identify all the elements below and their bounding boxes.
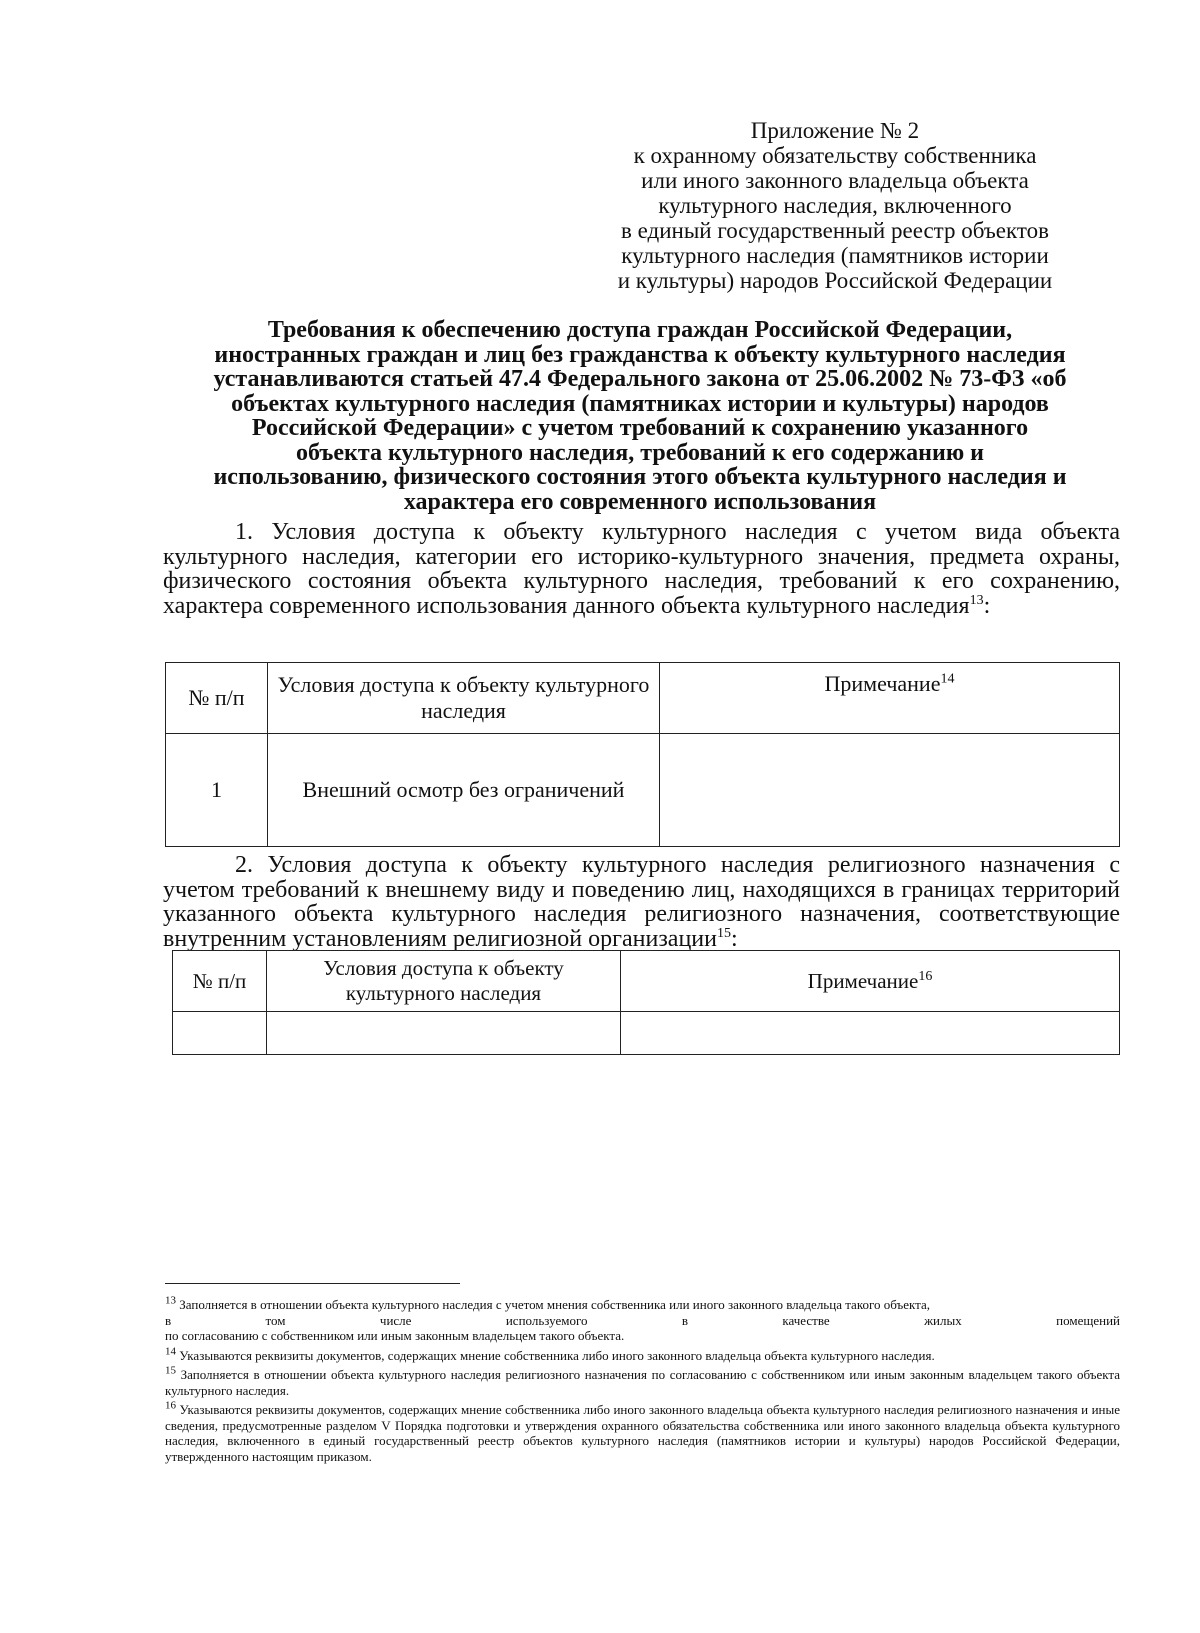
header-note-label: Примечание xyxy=(824,671,941,696)
title-line: объектах культурного наследия (памятниках истории и культуры) народов xyxy=(231,390,1049,417)
header-cell-conditions: Условия доступа к объекту культурного наследия xyxy=(268,663,660,734)
footnote-word: помещений xyxy=(1056,1312,1120,1328)
header-cell-note xyxy=(621,951,1120,1012)
appendix-line: Приложение № 2 xyxy=(750,118,920,143)
footnote-word: том xyxy=(265,1312,286,1328)
cell-note xyxy=(660,734,1120,847)
section-1-text: 1. Условия доступа к объекту культурного наследия с учетом вида объекта культурного наследия, категории его историко-культурного значения, предмета охраны, физического состояния объекта культурного наследия, требований к его сохранению, характера современного использования данного объекта культурного наследия xyxy=(163,519,1120,619)
title-line: устанавливаются статьей 47.4 Федерального закона от 25.06.2002 № 73-ФЗ «об xyxy=(213,366,1067,392)
cell-note xyxy=(621,1012,1120,1055)
title-line: характера его современного использования xyxy=(403,488,877,515)
table-header-row xyxy=(166,663,1120,734)
footnote-word: числе xyxy=(379,1312,412,1328)
footnote-spread-line xyxy=(165,1313,1120,1329)
header-note-label: Примечание xyxy=(807,968,919,993)
footnote-number: 13 xyxy=(165,1294,176,1307)
footnote-text: Заполняется в отношении объекта культурного наследия религиозного назначения по согласованию с собственником или иным законным владельцем такого объекта культурного наследия. xyxy=(165,1367,1120,1398)
footnote-number: 15 xyxy=(165,1364,176,1377)
section-2-text: 2. Условия доступа к объекту культурного наследия религиозного назначения с учетом требований к внешнему виду и поведению лиц, находящихся в границах территорий указанного объекта культурного наследия религиозного назначения, соответствующие внутренним установлениям религиозной организации xyxy=(163,852,1120,952)
table-header-row xyxy=(173,951,1120,1012)
footnote-word: в xyxy=(681,1312,688,1328)
document-title xyxy=(150,318,1130,514)
footnote-text: Указываются реквизиты документов, содержащих мнение собственника либо иного законного владельца объекта культурного наследия религиозного назначения и иные сведения, предусмотренные разделом V Порядка подготовки и утверждения охранного обязательства собственника или иного законного владельца объекта культурного наследия, включенного в единый государственный реестр объектов культурного наследия (памятников истории и культуры) народов Российской Федерации, утвержденного настоящим приказом. xyxy=(165,1402,1121,1464)
header-cell-number: № п/п xyxy=(166,663,268,734)
appendix-header xyxy=(560,118,1110,293)
footnote-ref-15: 15 xyxy=(717,925,731,941)
footnote-13 xyxy=(165,1294,1120,1344)
footnote-15 xyxy=(165,1364,1120,1398)
footnote-ref-16: 16 xyxy=(918,968,933,984)
footnote-ref-14: 14 xyxy=(940,671,955,687)
footnote-text: Указываются реквизиты документов, содержащих мнение собственника либо иного законного владельца объекта культурного наследия. xyxy=(179,1347,935,1363)
section-2-paragraph xyxy=(163,853,1120,951)
footnote-16 xyxy=(165,1399,1121,1464)
cell-number: 1 xyxy=(166,734,268,847)
table-row xyxy=(173,1012,1120,1055)
footnote-ref-13: 13 xyxy=(969,592,984,608)
footnote-word: используемого xyxy=(505,1312,588,1328)
title-line: иностранных граждан и лиц без гражданства к объекту культурного наследия xyxy=(214,341,1066,368)
footnote-separator xyxy=(165,1283,460,1284)
section-1-paragraph xyxy=(163,520,1120,618)
footnote-word: жилых xyxy=(924,1312,962,1328)
appendix-line: или иного законного владельца объекта xyxy=(641,168,1029,193)
table-row xyxy=(166,734,1120,847)
appendix-line: культурного наследия, включенного xyxy=(658,193,1012,218)
appendix-line: культурного наследия (памятников истории xyxy=(621,243,1049,268)
title-line: Российской Федерации» с учетом требований к сохранению указанного xyxy=(251,415,1029,441)
access-conditions-table xyxy=(165,662,1120,847)
appendix-line: в единый государственный реестр объектов xyxy=(621,218,1049,243)
footnotes xyxy=(165,1294,1121,1468)
cell-conditions xyxy=(267,1012,621,1055)
title-line: Требования к обеспечению доступа граждан Российской Федерации, xyxy=(267,317,1013,343)
footnote-text: по согласованию с собственником или иным законным владельцем такого объекта. xyxy=(165,1328,625,1343)
header-cell-note xyxy=(660,663,1120,734)
footnote-text: Заполняется в отношении объекта культурного наследия с учетом мнения собственника или иного законного владельца такого объекта, xyxy=(179,1297,931,1312)
appendix-line: и культуры) народов Российской Федерации xyxy=(617,268,1053,293)
header-cell-number: № п/п xyxy=(173,951,267,1012)
footnote-number: 16 xyxy=(165,1399,176,1412)
title-line: использованию, физического состояния этого объекта культурного наследия и xyxy=(213,464,1067,490)
footnote-word: в xyxy=(165,1312,172,1328)
section-2-colon: : xyxy=(731,925,738,952)
footnote-14 xyxy=(165,1345,1120,1364)
footnote-number: 14 xyxy=(165,1345,176,1358)
title-line: объекта культурного наследия, требований к его содержанию и xyxy=(296,439,984,466)
cell-conditions: Внешний осмотр без ограничений xyxy=(268,734,660,847)
footnote-word: качестве xyxy=(782,1312,830,1328)
section-1-colon: : xyxy=(983,592,991,619)
appendix-line: к охранному обязательству собственника xyxy=(633,143,1037,168)
header-cell-conditions: Условия доступа к объекту культурного наследия xyxy=(267,951,621,1012)
religious-access-conditions-table xyxy=(172,950,1120,1055)
cell-number xyxy=(173,1012,267,1055)
